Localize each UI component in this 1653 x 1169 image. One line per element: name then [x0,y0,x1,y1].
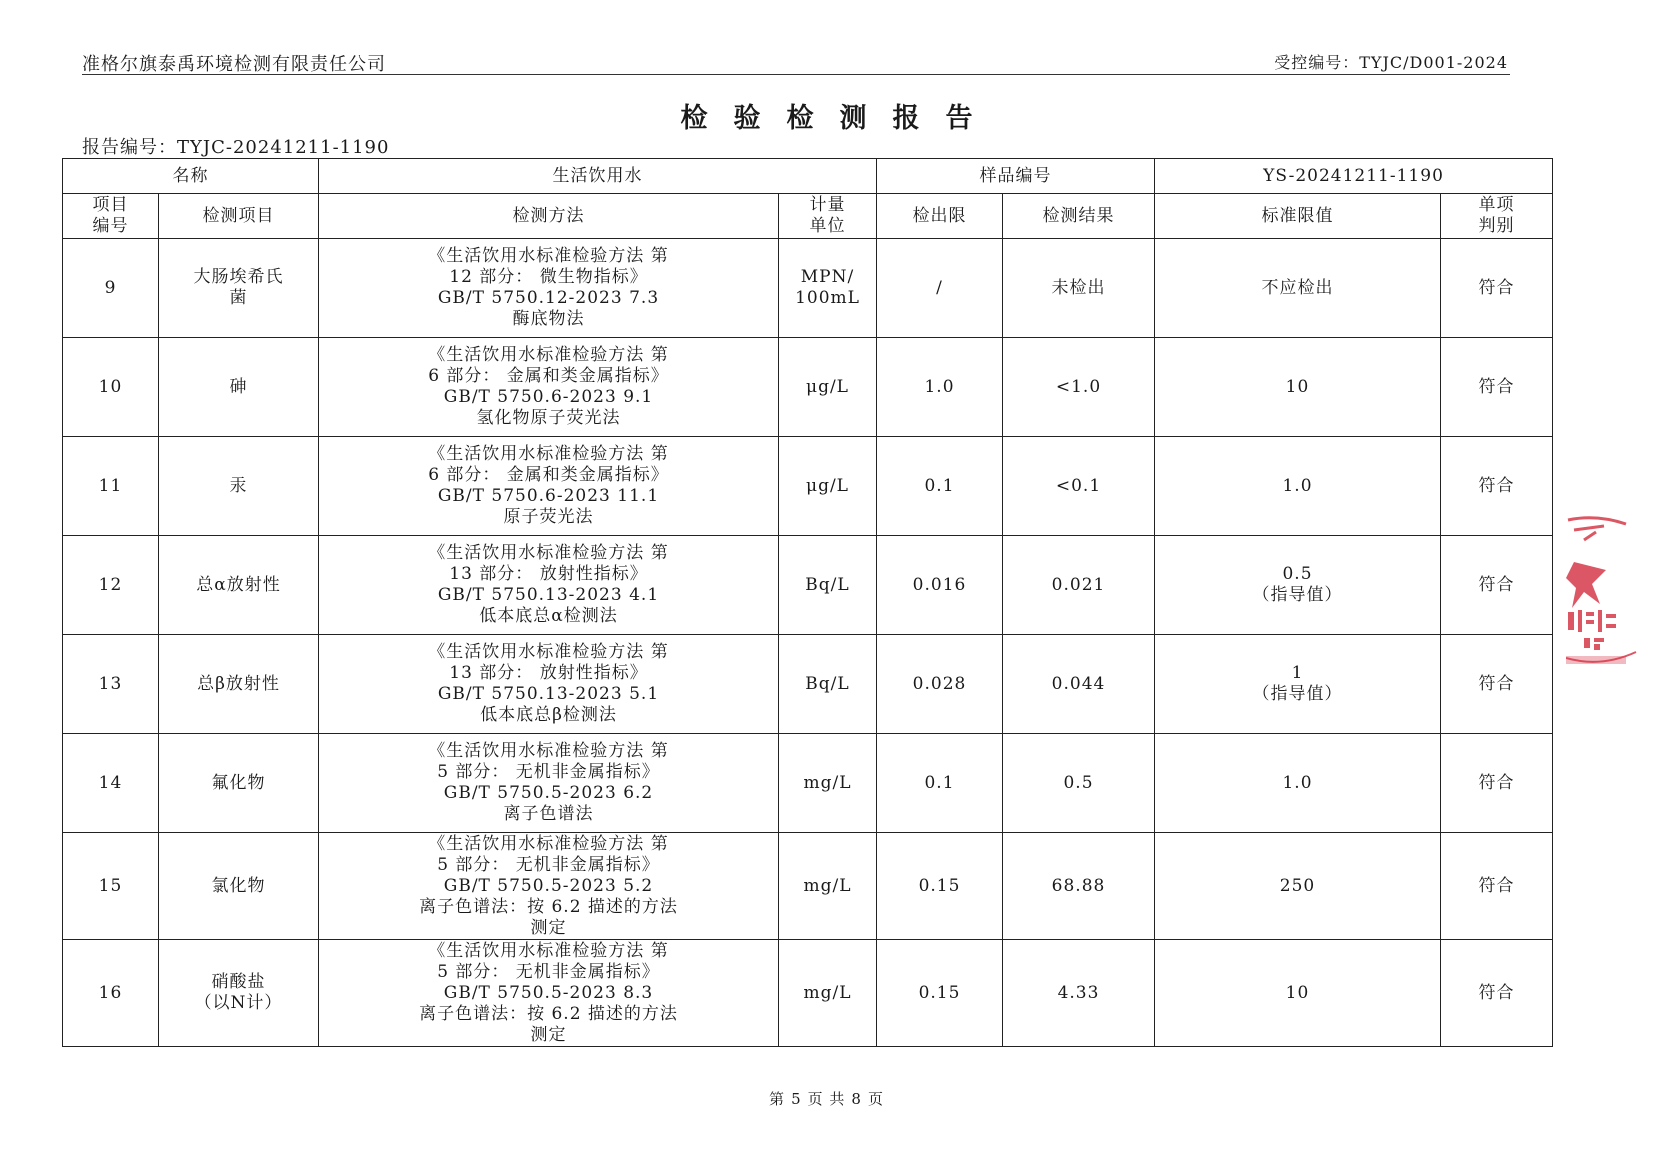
judge-cell: 符合 [1441,437,1553,536]
limit-cell: 0.1 [877,734,1003,833]
results-table [62,158,1553,1047]
item-no-cell: 11 [63,437,159,536]
result-cell: 0.044 [1003,635,1155,734]
item-cell: 大肠埃希氏 菌 [159,239,319,338]
judge-cell: 符合 [1441,536,1553,635]
unit-cell: mg/L [779,734,877,833]
limit-cell: 0.15 [877,833,1003,940]
header-standard: 标准限值 [1155,194,1441,239]
limit-cell: / [877,239,1003,338]
column-header-row [63,194,1553,239]
method-cell: 《生活饮用水标准检验方法 第 12 部分： 微生物指标》 GB/T 5750.12-2023 7.3 酶底物法 [319,239,779,338]
method-cell: 《生活饮用水标准检验方法 第 5 部分： 无机非金属指标》 GB/T 5750.5-2023 5.2 离子色谱法：按 6.2 描述的方法 测定 [319,833,779,940]
item-cell: 汞 [159,437,319,536]
method-cell: 《生活饮用水标准检验方法 第 13 部分： 放射性指标》 GB/T 5750.13-2023 5.1 低本底总β检测法 [319,635,779,734]
standard-cell: 10 [1155,338,1441,437]
method-cell: 《生活饮用水标准检验方法 第 6 部分： 金属和类金属指标》 GB/T 5750.6-2023 11.1 原子荧光法 [319,437,779,536]
result-cell: 0.021 [1003,536,1155,635]
method-cell: 《生活饮用水标准检验方法 第 6 部分： 金属和类金属指标》 GB/T 5750.6-2023 9.1 氢化物原子荧光法 [319,338,779,437]
table-row [63,239,1553,338]
standard-cell: 250 [1155,833,1441,940]
result-cell: <0.1 [1003,437,1155,536]
judge-cell: 符合 [1441,940,1553,1047]
limit-cell: 0.016 [877,536,1003,635]
method-cell: 《生活饮用水标准检验方法 第 13 部分： 放射性指标》 GB/T 5750.13-2023 4.1 低本底总α检测法 [319,536,779,635]
header-divider [82,74,1510,75]
report-title: 检验检测报告 [680,103,999,134]
control-number: 受控编号：TYJC/D001-2024 [1274,53,1508,72]
header-method: 检测方法 [319,194,779,239]
table-row [63,734,1553,833]
table-row [63,338,1553,437]
seal-stamp-icon [1566,512,1646,672]
limit-cell: 0.028 [877,635,1003,734]
unit-cell: mg/L [779,940,877,1047]
judge-cell: 符合 [1441,239,1553,338]
unit-cell: mg/L [779,833,877,940]
item-cell: 氯化物 [159,833,319,940]
item-no-cell: 15 [63,833,159,940]
name-value: 生活饮用水 [319,159,877,194]
result-cell: 0.5 [1003,734,1155,833]
result-cell: 未检出 [1003,239,1155,338]
unit-cell: MPN/ 100mL [779,239,877,338]
unit-cell: Bq/L [779,635,877,734]
header-result: 检测结果 [1003,194,1155,239]
method-cell: 《生活饮用水标准检验方法 第 5 部分： 无机非金属指标》 GB/T 5750.5-2023 8.3 离子色谱法：按 6.2 描述的方法 测定 [319,940,779,1047]
standard-cell: 10 [1155,940,1441,1047]
unit-cell: μg/L [779,437,877,536]
item-cell: 总β放射性 [159,635,319,734]
table-row [63,635,1553,734]
item-cell: 总α放射性 [159,536,319,635]
item-cell: 硝酸盐 （以N计） [159,940,319,1047]
table-row [63,536,1553,635]
standard-cell: 不应检出 [1155,239,1441,338]
item-cell: 氟化物 [159,734,319,833]
standard-cell: 1.0 [1155,734,1441,833]
sample-info-row [63,159,1553,194]
page-footer [0,1088,1653,1109]
item-no-cell: 12 [63,536,159,635]
item-no-cell: 10 [63,338,159,437]
header-item-no: 项目 编号 [63,194,159,239]
unit-cell: Bq/L [779,536,877,635]
company-name: 准格尔旗泰禹环境检测有限责任公司 [82,54,386,75]
judge-cell: 符合 [1441,833,1553,940]
judge-cell: 符合 [1441,635,1553,734]
header-judge: 单项 判别 [1441,194,1553,239]
header-item: 检测项目 [159,194,319,239]
table-row [63,833,1553,940]
page-mid: 页 共 [807,1090,846,1108]
judge-cell: 符合 [1441,734,1553,833]
limit-cell: 0.15 [877,940,1003,1047]
standard-cell: 1 （指导值） [1155,635,1441,734]
standard-cell: 1.0 [1155,437,1441,536]
page-prefix: 第 [769,1090,786,1108]
result-cell: 4.33 [1003,940,1155,1047]
item-no-cell: 16 [63,940,159,1047]
method-cell: 《生活饮用水标准检验方法 第 5 部分： 无机非金属指标》 GB/T 5750.5-2023 6.2 离子色谱法 [319,734,779,833]
page-total: 8 [851,1090,862,1108]
limit-cell: 1.0 [877,338,1003,437]
page-number: 5 [791,1090,802,1108]
result-cell: <1.0 [1003,338,1155,437]
limit-cell: 0.1 [877,437,1003,536]
sample-no-label: 样品编号 [877,159,1155,194]
table-row [63,940,1553,1047]
judge-cell: 符合 [1441,338,1553,437]
header-limit: 检出限 [877,194,1003,239]
table-row [63,437,1553,536]
report-number: 报告编号：TYJC-20241211-1190 [82,137,390,158]
item-no-cell: 13 [63,635,159,734]
name-label: 名称 [63,159,319,194]
result-cell: 68.88 [1003,833,1155,940]
unit-cell: μg/L [779,338,877,437]
page-suffix: 页 [867,1090,884,1108]
sample-no-value: YS-20241211-1190 [1155,159,1553,194]
header-unit: 计量 单位 [779,194,877,239]
item-cell: 砷 [159,338,319,437]
item-no-cell: 14 [63,734,159,833]
standard-cell: 0.5 （指导值） [1155,536,1441,635]
item-no-cell: 9 [63,239,159,338]
